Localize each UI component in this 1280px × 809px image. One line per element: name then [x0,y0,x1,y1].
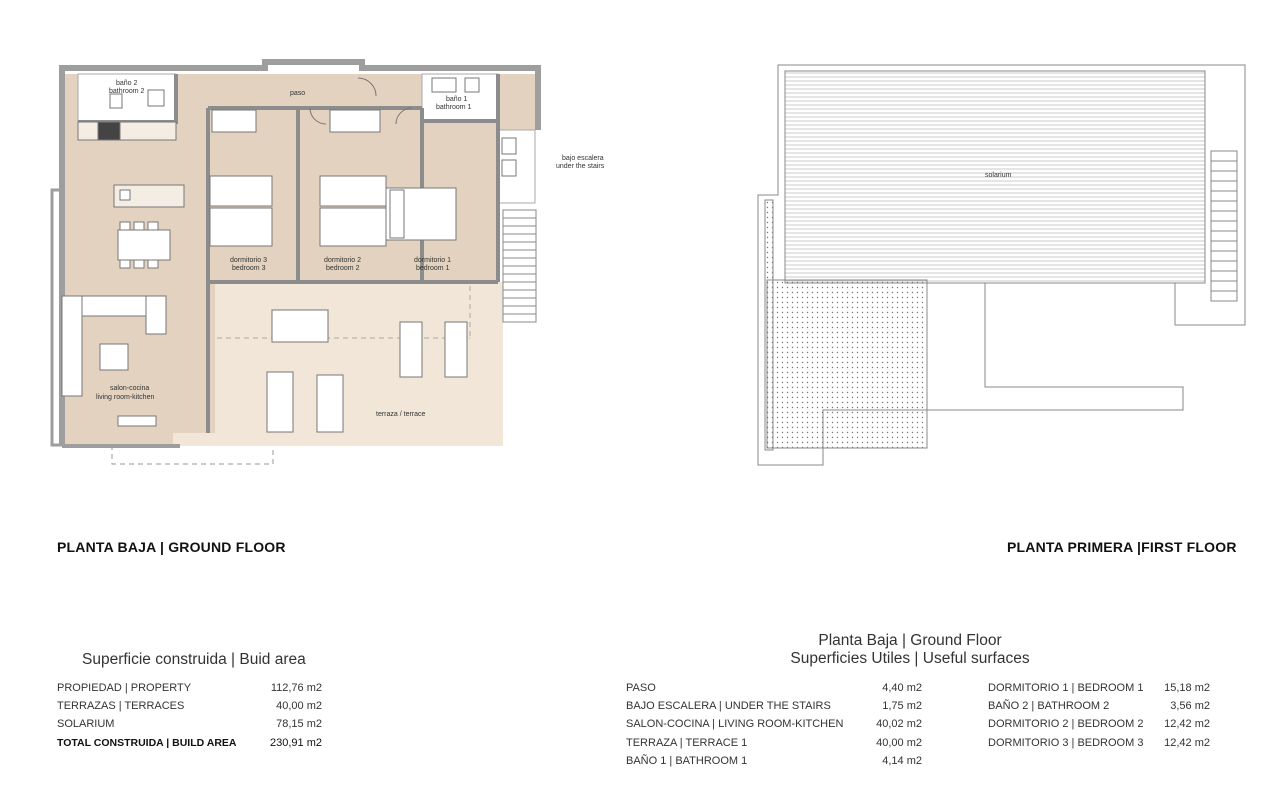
label-bed2-en: bedroom 2 [326,265,360,272]
label-bed3-es: dormitorio 3 [230,257,267,264]
useful-value-bath1: 4,14 m2 [882,755,922,767]
built-area-value-terraces: 40,00 m2 [276,700,322,712]
useful-label-bed2: DORMITORIO 2 | BEDROOM 2 [988,718,1144,730]
label-bath1-en: bathroom 1 [436,104,472,111]
useful-value-living: 40,02 m2 [876,718,922,730]
useful-value-terrace: 40,00 m2 [876,737,922,749]
first-floor-plan [755,55,1255,470]
label-bath2-en: bathroom 2 [109,88,145,95]
built-area-value-total: 230,91 m2 [270,737,322,749]
useful-label-bed3: DORMITORIO 3 | BEDROOM 3 [988,737,1144,749]
label-bath2-es: baño 2 [116,80,138,87]
first-floor-title: PLANTA PRIMERA |FIRST FLOOR [1007,539,1237,555]
useful-value-under-stairs: 1,75 m2 [882,700,922,712]
useful-label-terrace: TERRAZA | TERRACE 1 [626,737,748,749]
label-bed1-es: dormitorio 1 [414,257,451,264]
useful-label-paso: PASO [626,682,656,694]
label-bed2-es: dormitorio 2 [324,257,361,264]
built-area-heading: Superficie construida | Buid area [82,651,306,668]
label-bed3-en: bedroom 3 [232,265,266,272]
label-stairs-en: under the stairs [556,163,605,170]
built-area-label-property: PROPIEDAD | PROPERTY [57,682,192,694]
useful-label-living: SALON-COCINA | LIVING ROOM-KITCHEN [626,718,844,730]
built-area-value-property: 112,76 m2 [270,682,322,694]
ground-floor-title: PLANTA BAJA | GROUND FLOOR [57,539,286,555]
label-solarium: solarium [985,172,1012,179]
ground-floor-plan [40,50,640,475]
built-area-value-solarium: 78,15 m2 [276,718,322,730]
useful-heading-line2: Superficies Utiles | Useful surfaces [790,650,1030,667]
useful-label-bed1: DORMITORIO 1 | BEDROOM 1 [988,682,1144,694]
label-stairs-es: bajo escalera [562,155,604,162]
useful-label-bath1: BAÑO 1 | BATHROOM 1 [626,755,748,767]
useful-value-bed2: 12,42 m2 [1164,718,1210,730]
useful-value-bath2: 3,56 m2 [1170,700,1210,712]
label-bed1-en: bedroom 1 [416,265,450,272]
stairs [503,210,536,322]
useful-label-under-stairs: BAJO ESCALERA | UNDER THE STAIRS [626,700,831,712]
label-living-en: living room-kitchen [96,394,155,401]
useful-value-bed3: 12,42 m2 [1164,737,1210,749]
useful-value-bed1: 15,18 m2 [1164,682,1210,694]
label-paso: paso [290,90,306,97]
built-area-label-total: TOTAL CONSTRUIDA | BUILD AREA [57,737,237,749]
useful-heading-line1: Planta Baja | Ground Floor [818,632,1002,649]
label-living-es: salon-cocina [110,385,150,392]
label-terrace: terraza / terrace [376,411,426,418]
built-area-label-terraces: TERRAZAS | TERRACES [57,700,185,712]
first-floor-stairs [1211,151,1237,301]
dotted-terrace [767,280,927,448]
built-area-label-solarium: SOLARIUM [57,718,115,730]
useful-label-bath2: BAÑO 2 | BATHROOM 2 [988,700,1110,712]
label-bath1-es: baño 1 [446,96,468,103]
useful-value-paso: 4,40 m2 [882,682,922,694]
